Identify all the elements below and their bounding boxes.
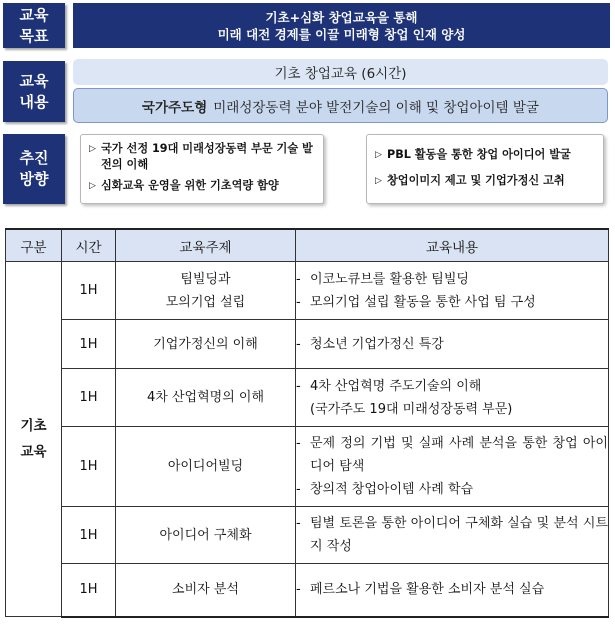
table-row — [6, 507, 609, 564]
topic-line: 아이디어 구체화 — [159, 527, 252, 543]
content-text: 청소년 기업가정신 특강 — [310, 336, 444, 352]
content-text: 문제 정의 기법 및 실패 사례 분석을 통한 창업 아이디어 탐색 — [310, 436, 608, 474]
triangle-right-icon: ▷ — [375, 150, 382, 160]
content-item — [296, 375, 608, 398]
table-row — [6, 369, 609, 427]
col-header-content: 교육내용 — [296, 229, 609, 262]
direction-header — [3, 134, 65, 204]
content-cell — [296, 262, 609, 320]
goal-box — [73, 3, 610, 48]
goal-header — [3, 3, 65, 48]
dash: - — [296, 378, 301, 394]
topic-line: 팀빌딩과 — [180, 271, 231, 287]
direction-header-line2: 방향 — [19, 170, 49, 188]
triangle-right-icon: ▷ — [89, 181, 96, 191]
dash: - — [296, 294, 301, 310]
content-text: 이코노큐브를 활용한 팀빌딩 — [310, 271, 469, 287]
dash: - — [296, 271, 301, 287]
content-subnote: (국가주도 19대 미래성장동력 부문) — [310, 401, 513, 417]
content-item — [296, 268, 608, 291]
basic-course-text: 기초 창업교육 (6시간) — [274, 66, 407, 82]
category-line2: 교육 — [20, 444, 47, 460]
dash: - — [296, 336, 301, 352]
content-text: 창의적 창업아이템 사례 학습 — [310, 482, 474, 497]
direction-right-box — [366, 134, 604, 204]
topic-line: 소비자 분석 — [172, 582, 239, 598]
topic-cell — [116, 320, 296, 369]
topic-cell — [116, 427, 296, 507]
content-text: 4차 산업혁명 주도기술의 이해 — [310, 378, 482, 394]
focus-rest: 미래성장동력 분야 발전기술의 이해 및 창업아이템 발굴 — [213, 99, 539, 116]
dash: - — [296, 516, 301, 531]
content-cell — [296, 427, 609, 507]
topic-line: 모의기업 설립 — [165, 294, 246, 310]
time-cell: 1H — [62, 507, 116, 564]
direction-right-item — [375, 173, 595, 189]
dash: - — [296, 582, 301, 598]
direction-left-item — [89, 141, 315, 173]
category-cell — [6, 262, 62, 617]
topic-line: 4차 산업혁명의 이해 — [147, 390, 264, 405]
table-header-row — [6, 229, 609, 262]
direction-right-text: 창업이미지 제고 및 기업가정신 고취 — [387, 174, 565, 187]
content-item — [296, 333, 608, 356]
content-cell — [296, 564, 609, 617]
col-header-time: 시간 — [62, 229, 116, 262]
content-header-line2: 내용 — [19, 92, 49, 111]
content-item — [296, 512, 608, 558]
content-cell — [296, 507, 609, 564]
topic-line: 기업가정신의 이해 — [153, 336, 258, 352]
time-cell: 1H — [62, 564, 116, 617]
content-text: 페르소나 기법을 활용한 소비자 분석 실습 — [310, 582, 545, 598]
topic-cell — [116, 564, 296, 617]
content-header — [3, 61, 65, 122]
time-cell: 1H — [62, 427, 116, 507]
content-header-line1: 교육 — [19, 71, 49, 90]
content-cell — [296, 320, 609, 369]
direction-right-text: PBL 활동을 통한 창업 아이디어 발굴 — [387, 148, 571, 161]
topic-cell — [116, 507, 296, 564]
goal-line1: 기초+심화 창업교육을 통해 — [265, 9, 418, 25]
goal-header-line2: 목표 — [19, 26, 49, 45]
direction-left-item — [89, 178, 315, 194]
triangle-right-icon: ▷ — [375, 176, 382, 186]
triangle-right-icon: ▷ — [89, 144, 96, 154]
topic-cell — [116, 369, 296, 427]
col-header-topic: 교육주제 — [116, 229, 296, 262]
direction-left-box — [80, 134, 324, 204]
goal-line2: 미래 대전 경제를 이끌 미래형 창업 인재 양성 — [217, 26, 466, 42]
content-text: 모의기업 설립 활동을 통한 사업 팀 구성 — [310, 294, 536, 310]
category-line1: 기초 — [20, 418, 47, 434]
goal-header-line1: 교육 — [19, 5, 49, 24]
time-cell: 1H — [62, 369, 116, 427]
table-row — [6, 262, 609, 320]
dash: - — [296, 482, 301, 497]
table-row — [6, 564, 609, 617]
content-cell — [296, 369, 609, 427]
focus-strong: 국가주도형 — [142, 99, 208, 116]
basic-course-bar — [73, 59, 608, 85]
direction-left-text: 국가 선정 19대 미래성장동력 부문 기술 발전의 이해 — [101, 142, 313, 171]
table-row — [6, 320, 609, 369]
direction-header-line1: 추진 — [19, 149, 49, 167]
content-item — [296, 432, 608, 478]
content-text: 팀별 토론을 통한 아이디어 구체화 실습 및 분석 시트지 작성 — [310, 516, 608, 554]
time-cell: 1H — [62, 262, 116, 320]
col-header-category: 구분 — [6, 229, 62, 262]
topic-cell — [116, 262, 296, 320]
direction-left-text: 심화교육 운영을 위한 기초역량 함양 — [101, 179, 279, 192]
content-item — [296, 478, 608, 501]
table-row — [6, 427, 609, 507]
direction-right-item — [375, 147, 595, 163]
focus-bar — [73, 88, 608, 123]
time-cell: 1H — [62, 320, 116, 369]
curriculum-table — [5, 228, 609, 618]
dash: - — [296, 436, 301, 451]
content-item — [296, 291, 608, 314]
content-item — [296, 578, 608, 601]
topic-line: 아이디어빌딩 — [167, 459, 244, 474]
